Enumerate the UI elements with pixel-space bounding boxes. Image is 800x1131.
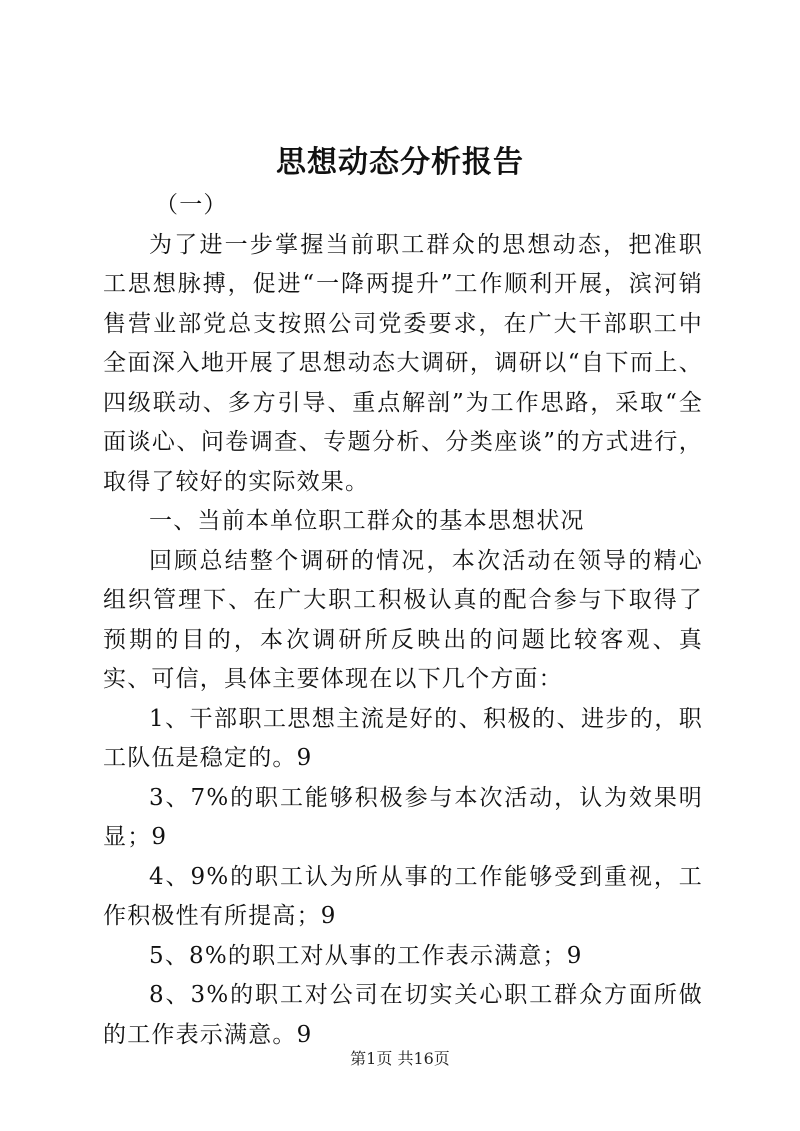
document-body	[103, 186, 703, 1055]
list-item: 4、9%的职工认为所从事的工作能够受到重视，工作积极性有所提高；9	[103, 863, 703, 929]
section-heading: 一、当前本单位职工群众的基本思想状况	[149, 508, 585, 534]
list-item: 3、7%的职工能够积极参与本次活动，认为效果明显；9	[103, 784, 703, 850]
paragraph-intro: 为了进一步掌握当前职工群众的思想动态，把准职工思想脉搏，促进“一降两提升”工作顺利开展，滨河销售营业部党总支按照公司党委要求，在广大干部职工中全面深入地开展了思想动态大调研，调研以“自下而上、四级联动、多方引导、重点解剖”为工作思路，采取“全面谈心、问卷调查、专题分析、分类座谈”的方式进行，取得了较好的实际效果。	[103, 231, 703, 495]
page-number-footer: 第1页 共16页	[350, 1049, 450, 1068]
list-item: 8、3%的职工对公司在切实关心职工群众方面所做的工作表示满意。9	[103, 982, 703, 1048]
document-title: 思想动态分析报告	[276, 145, 524, 180]
list-item: 1、干部职工思想主流是好的、积极的、进步的，职工队伍是稳定的。9	[103, 705, 703, 771]
paragraph-review: 回顾总结整个调研的情况，本次活动在领导的精心组织管理下、在广大职工积极认真的配合参与下取得了预期的目的，本次调研所反映出的问题比较客观、真实、可信，具体主要体现在以下几个方面：	[103, 547, 703, 692]
list-item: 5、8%的职工对从事的工作表示满意；9	[149, 942, 583, 969]
section-marker: （一）	[155, 192, 228, 218]
